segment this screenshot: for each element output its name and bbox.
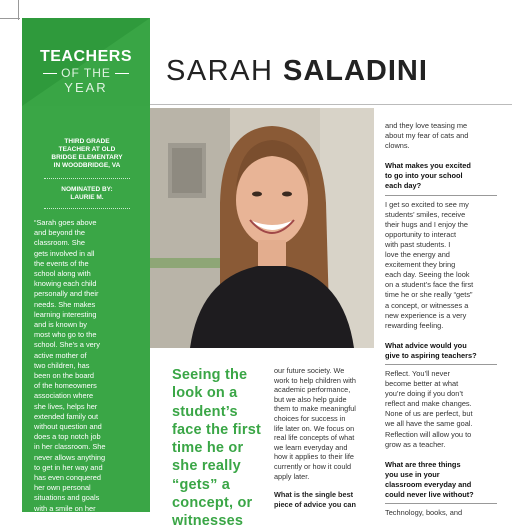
badge-of-the: [22, 66, 150, 80]
portrait-illustration: [150, 108, 374, 348]
sidebar: [22, 18, 150, 512]
first-name: SARAH: [166, 55, 274, 87]
sidebar-divider: [44, 178, 130, 179]
answer-three-things: Technology, books, and: [385, 508, 463, 518]
question-three-things: What are three things you use in your classroom everyday and could never live without?: [385, 460, 497, 504]
question-excited: What makes you excited to go into your school each day?: [385, 161, 497, 195]
badge-teachers: TEACHERS: [39, 48, 132, 65]
sidebar-divider: [44, 208, 130, 209]
teacher-position: THIRD GRADE TEACHER AT OLD BRIDGE ELEMENTARY IN WOODBRIDGE, VA: [51, 138, 123, 169]
middle-body-text: our future society. We work to help children with academic performance, but we also help guide them to make meaningful choices for success in life later on. We focus on real life concepts of what we learn everyday and how it applies to their life currently or how it could apply later.: [274, 366, 356, 481]
badge-panel: [22, 18, 150, 106]
middle-question: What is the single best piece of advice you can: [274, 490, 356, 509]
question-advice: What advice would you give to aspiring teachers?: [385, 341, 497, 365]
nominated-by: NOMINATED BY: LAURIE M.: [61, 186, 113, 201]
badge-year: YEAR: [64, 80, 108, 95]
pull-quote: Seeing the look on a student’s face the first time he or she really “gets” a concept, or witnesses: [172, 367, 262, 530]
right-column: [385, 121, 497, 518]
nomination-quote: “Sarah goes above and beyond the classroom. She gets involved in all the events of the school along with knowing each child personally and their needs. She makes learning interesting and is known by most who go to the school. She's a very active mother of two children, has been on the board of the homeowners association where she lives, helps her extended family out without question and does a top notch job in her classroom. She never allows anything to get in her way and has even conquered her own personal situations and goals with a smile on her: [34, 218, 106, 513]
badge-of-the-text: OF THE: [61, 66, 111, 80]
answer-advice: Reflect. You’ll never become better at what you’re doing if you don’t reflect and make changes. None of us are perfect, but we all have the same goal. Reflection will allow you to grow as a teacher.: [385, 368, 473, 449]
middle-column: [274, 366, 368, 509]
crop-mark-vertical: [18, 0, 19, 20]
header-rule: [150, 104, 512, 105]
last-name: SALADINI: [282, 55, 428, 87]
right-intro-text: and they love teasing me about my fear of cats and clowns.: [385, 121, 469, 151]
teacher-name: [166, 55, 428, 88]
crop-mark-horizontal: [0, 18, 20, 19]
teacher-photo: [150, 108, 374, 348]
answer-excited: I get so excited to see my students’ smiles, receive their hugs and I enjoy the opportunity to interact with past students. I love the energy and excitement they bring each day. Seeing the look on a student’s face the first time he or she really “gets” a concept, or witnesses a new experience is a very rewarding feeling.: [385, 199, 474, 330]
